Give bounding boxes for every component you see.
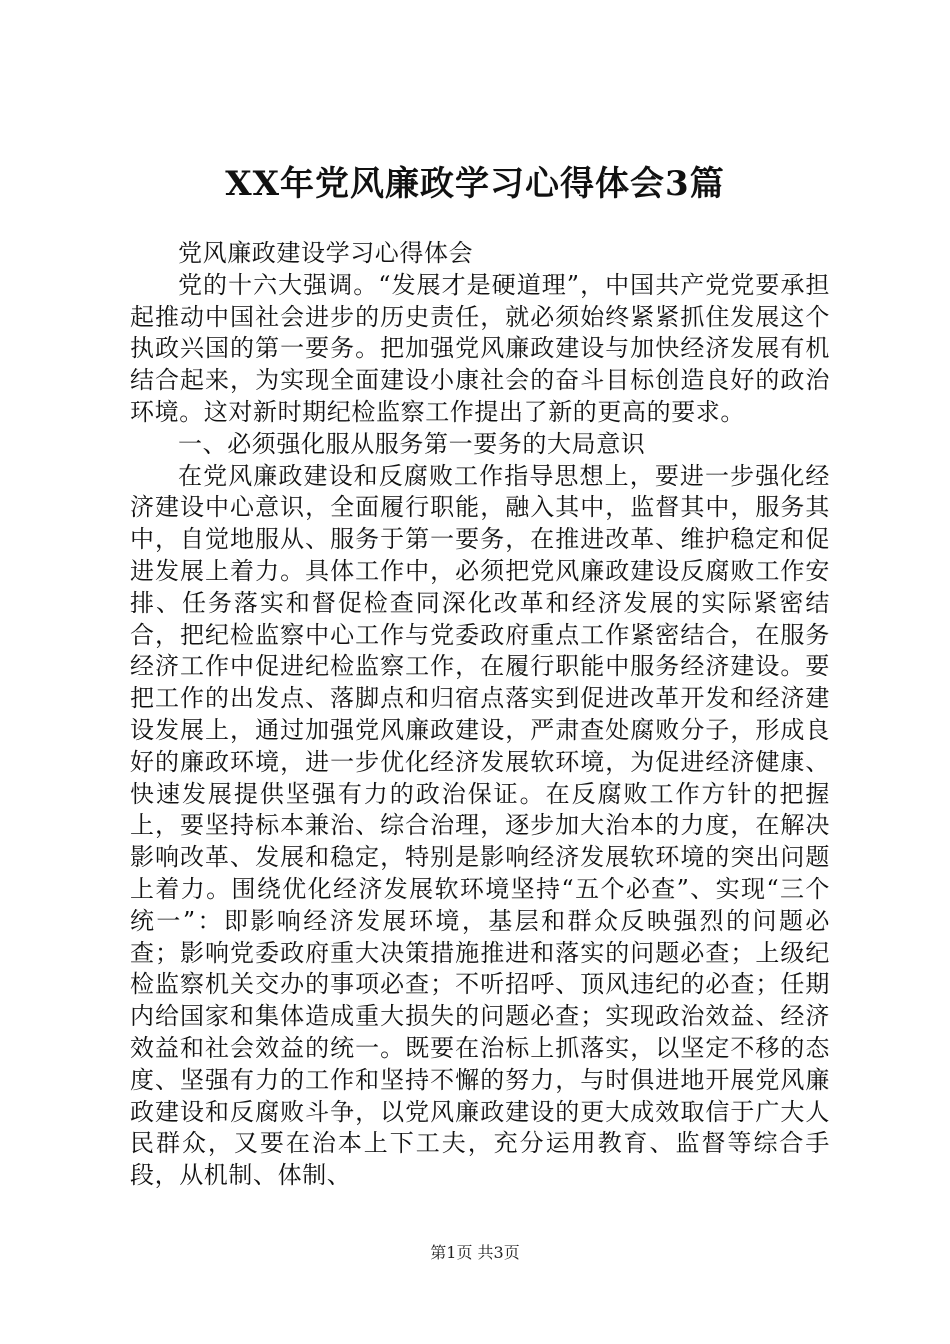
body-paragraph: 在党风廉政建设和反腐败工作指导思想上，要进一步强化经济建设中心意识，全面履行职能，融入其中，监督其中，服务其中，自觉地服从、服务于第一要务，在推进改革、维护稳定和促进发展上着力。具体工作中，必须把党风廉政建设反腐败工作安排、任务落实和督促检查同深化改革和经济发展的实际紧密结合，把纪检监察中心工作与党委政府重点工作紧密结合，在服务经济工作中促进纪检监察工作，在履行职能中服务经济建设。要把工作的出发点、落脚点和归宿点落实到促进改革开发和经济建设发展上，通过加强党风廉政建设，严肃查处腐败分子，形成良好的廉政环境，进一步优化经济发展软环境，为促进经济健康、快速发展提供坚强有力的政治保证。在反腐败工作方针的把握上，要坚持标本兼治、综合治理，逐步加大治本的力度，在解决影响改革、发展和稳定，特别是影响经济发展软环境的突出问题上着力。围绕优化经济发展软环境坚持“五个必查”、实现“三个统一”：即影响经济发展环境，基层和群众反映强烈的问题必查；影响党委政府重大决策措施推进和落实的问题必查；上级纪检监察机关交办的事项必查；不听招呼、顶风违纪的必查；任期内给国家和集体造成重大损失的问题必查；实现政治效益、经济效益和社会效益的统一。既要在治标上抓落实，以坚定不移的态度、坚强有力的工作和坚持不懈的努力，与时俱进地开展党风廉政建设和反腐败斗争，以党风廉政建设的更大成效取信于广大人民群众，又要在治本上下工夫，充分运用教育、监督等综合手段，从机制、体制、	[130, 461, 830, 1190]
page-number-footer: 第1页 共3页	[430, 1243, 520, 1262]
document-body	[130, 238, 830, 1192]
intro-paragraph: 党的十六大强调。“发展才是硬道理”，中国共产党党要承担起推动中国社会进步的历史责任，就必须始终紧紧抓住发展这个执政兴国的第一要务。把加强党风廉政建设与加快经济发展有机结合起来，为实现全面建设小康社会的奋斗目标创造良好的政治环境。这对新时期纪检监察工作提出了新的更高的要求。	[130, 270, 830, 426]
section-heading-main: 党风廉政建设学习心得体会	[178, 239, 474, 267]
section-heading-one: 一、必须强化服从服务第一要务的大局意识	[178, 429, 646, 458]
document-title: XX年党风廉政学习心得体会3篇	[225, 164, 725, 204]
